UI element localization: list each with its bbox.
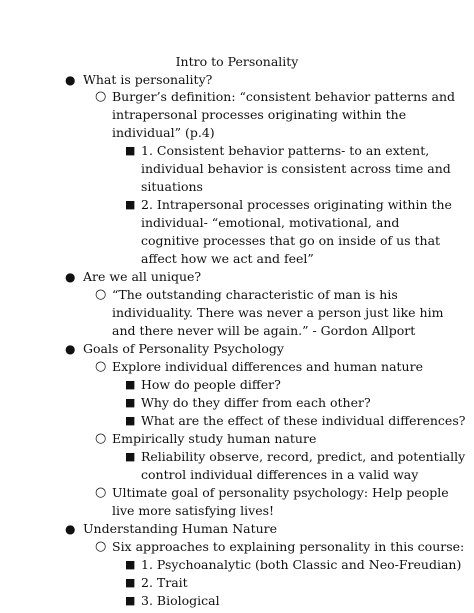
subitem-text-line: 2. Intrapersonal processes originating within the <box>141 197 452 212</box>
subitem-text-line: What are the effect of these individual differences? <box>141 413 466 428</box>
item-text-line: and there never will be again.” - Gordon Allport <box>112 323 416 338</box>
subitem-text-line: individual behavior is consistent across time and <box>141 161 451 176</box>
square-marker: ■ <box>125 414 136 427</box>
item-text-line: intrapersonal processes originating within the <box>112 107 407 122</box>
item-text-line: Burger’s definition: “consistent behavior patterns and <box>112 89 456 104</box>
subitem-text-line: Reliability observe, record, predict, and potentially <box>141 449 466 464</box>
subitem-text-line: 2. Trait <box>141 575 188 590</box>
square-marker: ■ <box>125 558 136 571</box>
circle-marker: ○ <box>95 359 107 374</box>
circle-marker: ○ <box>95 539 107 554</box>
square-marker: ■ <box>125 450 136 463</box>
circle-marker: ○ <box>95 287 107 302</box>
item-text-line: individual” (p.4) <box>112 125 215 140</box>
item-text-line: “The outstanding characteristic of man is his <box>112 287 398 302</box>
item-text-line: individuality. There was never a person just like him <box>112 305 444 320</box>
square-marker: ■ <box>125 576 136 589</box>
subitem-text-line: situations <box>141 179 203 194</box>
subitem-text-line: 1. Consistent behavior patterns- to an extent, <box>141 143 430 158</box>
bullet-marker: ● <box>65 270 76 284</box>
section-heading-understanding-human-nature: Understanding Human Nature <box>83 521 278 536</box>
bullet-marker: ● <box>65 73 76 87</box>
section-heading-are-we-all-unique: Are we all unique? <box>83 269 202 284</box>
circle-marker: ○ <box>95 485 107 500</box>
bullet-marker: ● <box>65 342 76 356</box>
page-title: Intro to Personality <box>175 54 299 69</box>
item-text-line: Empirically study human nature <box>112 431 317 446</box>
item-text-line: Ultimate goal of personality psychology: Help people <box>112 485 449 500</box>
section-heading-goals: Goals of Personality Psychology <box>83 341 284 356</box>
item-text-line: Explore individual differences and human nature <box>112 359 423 374</box>
subitem-text-line: How do people differ? <box>141 377 281 392</box>
square-marker: ■ <box>125 378 136 391</box>
square-marker: ■ <box>125 594 136 607</box>
section-heading-what-is-personality: What is personality? <box>83 72 213 87</box>
subitem-text-line: 1. Psychoanalytic (both Classic and Neo-Freudian) <box>141 557 462 572</box>
bullet-marker: ● <box>65 522 76 536</box>
item-text-line: Six approaches to explaining personality in this course: <box>112 539 465 554</box>
subitem-text-line: Why do they differ from each other? <box>141 395 371 410</box>
subitem-text-line: 3. Biological <box>141 593 220 608</box>
square-marker: ■ <box>125 144 136 157</box>
subitem-text-line: cognitive processes that go on inside of us that <box>141 233 441 248</box>
circle-marker: ○ <box>95 431 107 446</box>
item-text-line: live more satisfying lives! <box>112 503 275 518</box>
subitem-text-line: individual- “emotional, motivational, and <box>141 215 400 230</box>
square-marker: ■ <box>125 396 136 409</box>
square-marker: ■ <box>125 198 136 211</box>
subitem-text-line: control individual differences in a valid way <box>141 467 419 482</box>
circle-marker: ○ <box>95 89 107 104</box>
subitem-text-line: affect how we act and feel” <box>141 251 314 266</box>
